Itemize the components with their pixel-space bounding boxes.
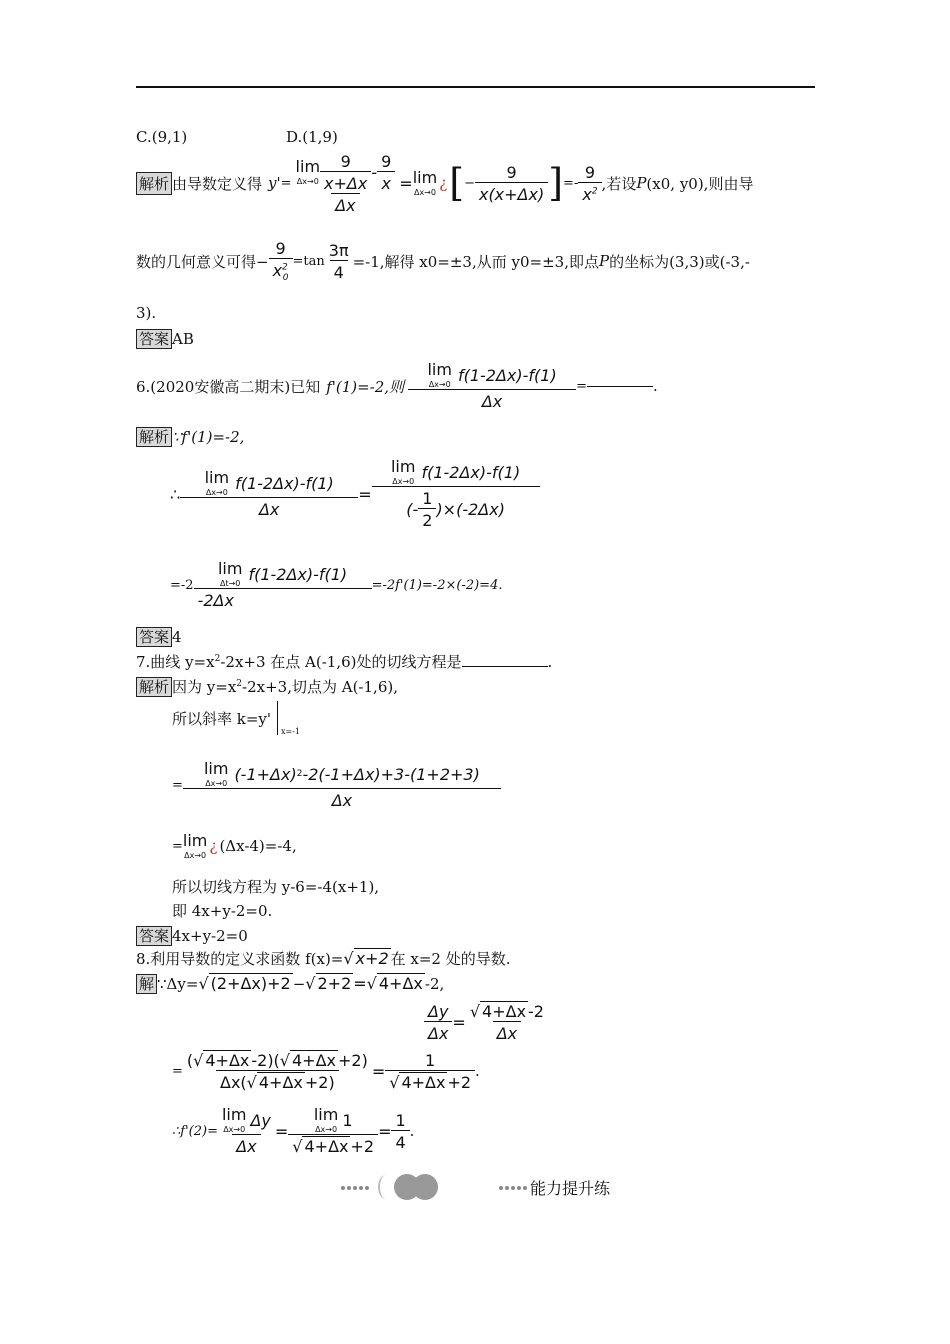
y-prime: y' bbox=[268, 174, 281, 192]
x: x bbox=[582, 184, 592, 204]
text: (Δx-4)=-4, bbox=[219, 837, 297, 855]
text: 由导数定义得 bbox=[172, 174, 263, 193]
lim-sub: Δx→0 bbox=[223, 1124, 246, 1134]
lim-sub: Δx→0 bbox=[315, 1124, 338, 1134]
text: ∵Δy= bbox=[157, 975, 199, 993]
q7-question bbox=[136, 651, 552, 672]
text: -2)( bbox=[251, 1050, 280, 1070]
den: Δx bbox=[331, 193, 359, 215]
num: Δy bbox=[250, 1110, 271, 1130]
glyph: ¿ bbox=[439, 174, 448, 192]
neg: − bbox=[464, 175, 475, 191]
lim-sub: Δx→0 bbox=[296, 176, 319, 186]
num: f(1-2Δx)-f(1) bbox=[421, 462, 521, 482]
sqrt: 4+Δx bbox=[205, 1050, 250, 1070]
q7-analysis-row5: 即 4x+y-2=0. bbox=[172, 902, 273, 920]
sq: 2 bbox=[236, 679, 243, 689]
period: . bbox=[547, 653, 553, 671]
q5-analysis-row1 bbox=[136, 152, 753, 214]
lim: lim bbox=[204, 467, 230, 487]
nine: 9 bbox=[340, 151, 351, 171]
lim-sub: Δx→0 bbox=[428, 379, 451, 389]
sqrt: 4+Δx bbox=[304, 1136, 349, 1156]
period: . bbox=[475, 1062, 480, 1080]
text: 8.利用导数的定义求函数 f(x)= bbox=[136, 950, 344, 968]
dots-right bbox=[498, 1178, 528, 1196]
q8-solution-row4: ∴f'(2)= lim Δx→0 Δy Δx = lim Δx→0 1 √ 4+Δx +2 = $\frac{1}{4}$ . bbox=[172, 1104, 415, 1156]
q8-solution-row1: 解 ∵Δy=√ (2+Δx)+2 −√ 2+2 =√ 4+Δx -2, bbox=[136, 973, 444, 994]
minus: − bbox=[292, 975, 306, 993]
text: 6.(2020安徽高二期末)已知 bbox=[136, 377, 321, 396]
lim: lim bbox=[221, 1104, 247, 1124]
text: +2 bbox=[447, 1072, 472, 1092]
q5-analysis-row2 bbox=[136, 232, 750, 290]
text: +2) bbox=[304, 1072, 335, 1092]
bracket-right: ] bbox=[548, 161, 564, 205]
nine: 9 bbox=[381, 151, 392, 171]
lim-sub: Δx→0 bbox=[392, 476, 415, 486]
num: f(1-2Δx)-f(1) bbox=[235, 473, 334, 493]
num: (-1+Δx) bbox=[234, 764, 297, 784]
answer-blank[interactable] bbox=[462, 665, 548, 667]
den: Δx bbox=[183, 788, 501, 810]
den: Δx bbox=[180, 497, 358, 519]
den: Δx bbox=[424, 1021, 452, 1043]
equals: = bbox=[452, 1012, 466, 1032]
q6-answer bbox=[136, 626, 182, 647]
dots-left bbox=[340, 1178, 370, 1196]
one: 1 bbox=[422, 488, 433, 508]
text: =-1,解得 x0=±3,从而 y0=±3,即点 bbox=[352, 252, 599, 271]
q7-answer bbox=[136, 925, 248, 946]
text: -2, bbox=[424, 975, 445, 993]
period: . bbox=[409, 1122, 415, 1140]
equals-neg: =- bbox=[563, 175, 579, 191]
answer-tag: 答案 bbox=[136, 627, 172, 647]
q8-solution-row2: $\frac{\Delta y}{\Delta x}$ = $\frac{√ 4+\Delta x -2}{\Delta x}$ bbox=[424, 998, 548, 1046]
sqrt: 4+Δx bbox=[292, 1050, 336, 1070]
text: Δx( bbox=[220, 1072, 247, 1092]
p: P bbox=[598, 252, 610, 270]
q7-analysis-row1 bbox=[136, 676, 398, 697]
period: . bbox=[652, 377, 658, 395]
sqrt: (2+Δx)+2 bbox=[210, 974, 291, 993]
lim: lim bbox=[390, 456, 416, 476]
num: f(1-2Δx)-f(1) bbox=[457, 365, 557, 385]
equals: = bbox=[274, 1121, 289, 1141]
lim: lim bbox=[412, 167, 438, 187]
analysis-tag: 解析 bbox=[136, 677, 172, 697]
sq: 2 bbox=[282, 262, 288, 273]
text: -2x+3,切点为 A(-1,6), bbox=[242, 678, 398, 696]
glyph: ¿ bbox=[209, 837, 218, 855]
q8-solution-row3: = $\frac{(√ 4+\Delta x -2)(√ 4+\Delta x +2)}{\Delta x(√ 4+\Delta x +2)}$ = $\frac{1}{√ 4+\Delta x +2}$ . bbox=[172, 1050, 480, 1092]
text: 数的几何意义可得− bbox=[136, 252, 269, 271]
option-d: D.(1,9) bbox=[286, 128, 338, 146]
den: x+Δx bbox=[320, 171, 371, 193]
sqrt: 2+2 bbox=[317, 974, 352, 993]
minus: - bbox=[371, 162, 378, 182]
two: 2 bbox=[418, 508, 436, 530]
sub: 0 bbox=[282, 273, 289, 284]
q7-analysis-row2 bbox=[172, 756, 501, 814]
lim: lim bbox=[427, 359, 452, 379]
equals: = bbox=[358, 484, 372, 504]
equals: = bbox=[172, 1063, 183, 1079]
tan: =tan bbox=[292, 253, 325, 269]
sqrt: 4+Δx bbox=[378, 974, 423, 993]
sq: 2 bbox=[591, 186, 598, 197]
sqrt: x+2 bbox=[355, 949, 389, 968]
therefore: ∴ bbox=[170, 484, 181, 504]
q6-question bbox=[136, 355, 658, 417]
den: Δx bbox=[232, 1134, 260, 1156]
section-title: 能力提升练 bbox=[530, 1178, 611, 1198]
answer-tag: 答案 bbox=[136, 926, 172, 946]
text: (x0, y0),则由导 bbox=[646, 174, 754, 193]
answer-tag: 答案 bbox=[136, 329, 172, 349]
text: ( bbox=[186, 1050, 194, 1070]
q6-analysis-row3 bbox=[170, 556, 502, 614]
text: 7.曲线 y=x bbox=[136, 653, 215, 671]
answer-value: 4 bbox=[172, 628, 182, 646]
den: x(x+Δx) bbox=[475, 182, 548, 204]
answer-value: AB bbox=[172, 330, 194, 348]
sqrt: 4+Δx bbox=[482, 1001, 527, 1021]
sqrt: 4+Δx bbox=[258, 1072, 303, 1092]
four: 4 bbox=[330, 260, 348, 282]
text: =-2 bbox=[170, 577, 194, 593]
nine: 9 bbox=[506, 162, 517, 182]
nine: 9 bbox=[584, 162, 596, 182]
one: 1 bbox=[425, 1050, 436, 1070]
lim: lim bbox=[217, 558, 243, 578]
text: )×(-2Δx) bbox=[436, 499, 505, 519]
lim: lim bbox=[313, 1104, 339, 1124]
sq: 2 bbox=[214, 654, 221, 664]
sqrt: 4+Δx bbox=[401, 1072, 446, 1092]
text: =-2f'(1)=-2×(-2)=4. bbox=[371, 577, 503, 593]
text: +2 bbox=[350, 1136, 375, 1156]
analysis-tag: 解析 bbox=[136, 172, 172, 195]
text: 所以斜率 k=y' bbox=[172, 709, 272, 728]
lim-sub: Δx→0 bbox=[205, 778, 228, 788]
text: 的坐标为(3,3)或(-3,- bbox=[609, 252, 750, 271]
equals: = bbox=[280, 175, 292, 191]
fraction bbox=[292, 152, 400, 215]
text: (- bbox=[406, 499, 419, 519]
header-rule bbox=[136, 86, 815, 88]
text: ∴f'(2)= bbox=[172, 1123, 218, 1139]
text: 在 x=2 处的导数. bbox=[390, 950, 511, 968]
equals: = bbox=[172, 777, 183, 793]
lim-sub: Δx→0 bbox=[184, 850, 207, 860]
q8-question: 8.利用导数的定义求函数 f(x)=√ x+2 在 x=2 处的导数. bbox=[136, 949, 511, 968]
equals: = bbox=[353, 974, 367, 993]
answer-blank[interactable] bbox=[587, 385, 653, 387]
text: -2x+3 在点 A(-1,6)处的切线方程是 bbox=[220, 653, 462, 671]
nine: 9 bbox=[275, 238, 286, 258]
text: f'(1)=-2,则 bbox=[326, 377, 405, 396]
lim-sub: Δx→0 bbox=[413, 187, 436, 197]
text: ∵f'(1)=-2, bbox=[172, 428, 245, 446]
p: P bbox=[636, 174, 647, 192]
solution-tag: 解 bbox=[136, 974, 157, 994]
den: Δx bbox=[408, 389, 576, 411]
num: Δy bbox=[428, 1001, 449, 1021]
text: +2) bbox=[338, 1050, 368, 1070]
q7-analysis-row4: 所以切线方程为 y-6=-4(x+1), bbox=[172, 878, 380, 896]
three-pi: 3π bbox=[328, 240, 349, 260]
bracket-left: [ bbox=[449, 161, 465, 205]
q7-slope-line bbox=[172, 700, 300, 736]
q5-analysis-row3: 3). bbox=[136, 304, 157, 322]
text: -2 bbox=[528, 1001, 544, 1021]
equals: = bbox=[172, 838, 183, 854]
lim: lim bbox=[182, 830, 208, 850]
one: 1 bbox=[395, 1110, 406, 1130]
analysis-tag: 解析 bbox=[136, 427, 172, 447]
equals: = bbox=[576, 378, 587, 394]
equals: = bbox=[399, 173, 413, 193]
equals: = bbox=[371, 1061, 386, 1081]
den: -2Δx bbox=[194, 588, 372, 610]
x: x bbox=[272, 260, 283, 280]
q5-answer bbox=[136, 328, 194, 349]
section-banner bbox=[340, 1172, 610, 1202]
den: Δx bbox=[493, 1021, 521, 1043]
lim-sub: Δx→0 bbox=[205, 487, 228, 497]
q6-analysis-row2 bbox=[170, 452, 540, 536]
one: 1 bbox=[342, 1110, 353, 1130]
option-c: C.(9,1) bbox=[136, 128, 188, 146]
text: ,若设 bbox=[601, 174, 637, 193]
q7-analysis-row3 bbox=[172, 828, 297, 864]
text: 因为 y=x bbox=[172, 678, 237, 696]
lim: lim bbox=[203, 758, 229, 778]
lim-sub: Δt→0 bbox=[219, 578, 241, 588]
den: x bbox=[377, 171, 394, 193]
num: -2(-1+Δx)+3-(1+2+3) bbox=[302, 764, 480, 784]
num: f(1-2Δx)-f(1) bbox=[248, 564, 348, 584]
lim: lim bbox=[295, 156, 321, 176]
q6-analysis-row1 bbox=[136, 426, 244, 447]
answer-value: 4x+y-2=0 bbox=[172, 927, 248, 945]
four: 4 bbox=[391, 1130, 409, 1152]
sq: 2 bbox=[296, 769, 303, 779]
sub: x=-1 bbox=[281, 727, 301, 736]
equals: = bbox=[378, 1121, 392, 1141]
